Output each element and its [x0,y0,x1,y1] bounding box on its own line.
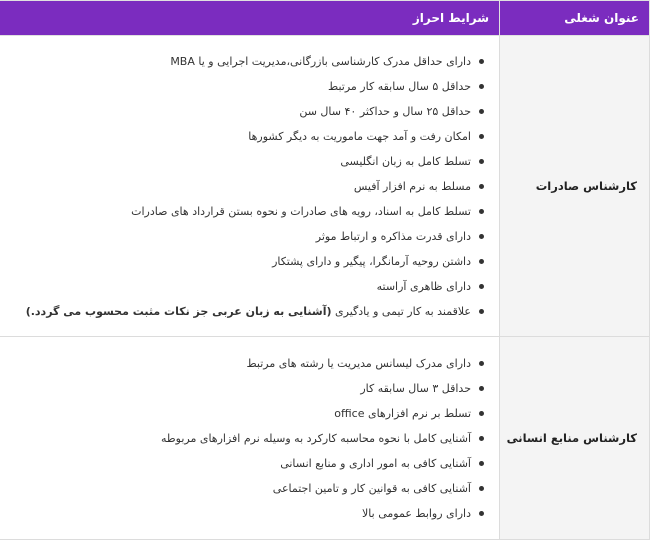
list-item: حداقل ۵ سال سابقه کار مرتبط [6,74,485,99]
job-title-cell: کارشناس منابع انسانی [500,337,650,540]
list-item: آشنایی کافی به امور اداری و منابع انسانی [6,451,485,476]
list-item-text: علاقمند به کار تیمی و یادگیری [335,304,471,318]
table-row [0,36,650,337]
list-item: داشتن روحیه آرمانگرا، پیگیر و دارای پشتکار [6,249,485,274]
list-item: مسلط به نرم افزار آفیس [6,174,485,199]
list-item: تسلط کامل به اسناد، رویه های صادرات و نحوه بستن قرارداد های صادرات [6,199,485,224]
list-item: دارای قدرت مذاکره و ارتباط موثر [6,224,485,249]
table-row [0,337,650,540]
job-title-cell: کارشناس صادرات [500,36,650,337]
header-job-title: عنوان شغلی [500,1,650,36]
requirements-cell [0,36,500,337]
list-item: حداقل ۳ سال سابقه کار [6,376,485,401]
list-item: آشنایی کافی به قوانین کار و تامین اجتماعی [6,476,485,501]
header-requirements: شرایط احراز [0,1,500,36]
list-item [6,299,485,324]
list-item: تسلط بر نرم افزارهای office [6,401,485,426]
requirements-list [0,49,499,324]
list-item: دارای ظاهری آراسته [6,274,485,299]
requirements-cell [0,337,500,540]
list-item-bold-note: (آشنایی به زبان عربی جز نکات مثبت محسوب می گردد.) [25,304,332,318]
list-item: دارای حداقل مدرک کارشناسی بازرگانی،مدیریت اجرایی و یا MBA [6,49,485,74]
list-item: حداقل ۲۵ سال و حداکثر ۴۰ سال سن [6,99,485,124]
list-item: دارای مدرک لیسانس مدیریت یا رشته های مرتبط [6,351,485,376]
list-item: امکان رفت و آمد جهت ماموریت به دیگر کشورها [6,124,485,149]
requirements-list [0,351,499,526]
table-header-row [0,1,650,36]
list-item: دارای روابط عمومی بالا [6,501,485,526]
list-item: آشنایی کامل با نحوه محاسبه کارکرد به وسیله نرم افزارهای مربوطه [6,426,485,451]
list-item: تسلط کامل به زبان انگلیسی [6,149,485,174]
